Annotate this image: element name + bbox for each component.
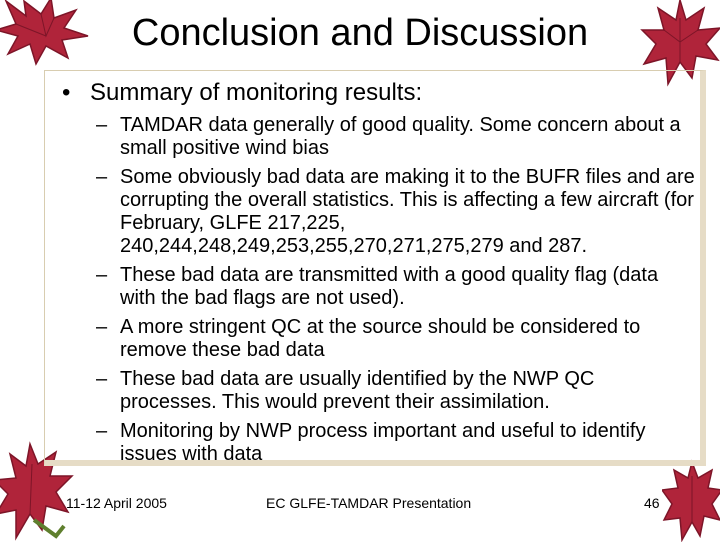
dash-marker: –	[96, 264, 108, 286]
slide-title: Conclusion and Discussion	[131, 12, 589, 54]
bullet-marker: •	[62, 79, 71, 106]
dash-marker: –	[96, 114, 108, 136]
sub-bullet	[96, 114, 696, 160]
sub-bullet-text: These bad data are transmitted with a good quality flag (data with the bad flags are not used).	[120, 264, 659, 309]
sub-bullet	[96, 264, 696, 310]
sub-bullet-text: Monitoring by NWP process important and useful to identify issues with data	[120, 420, 646, 465]
sub-bullet-text: These bad data are usually identified by the NWP QC processes. This would prevent their assimilation.	[120, 368, 595, 413]
footer-center: EC GLFE-TAMDAR Presentation	[266, 495, 472, 511]
sub-bullet	[96, 316, 696, 362]
sub-bullet	[96, 420, 696, 466]
sub-bullet	[96, 368, 696, 414]
sub-bullet-text: A more stringent QC at the source should be considered to remove these bad data	[120, 316, 641, 361]
sub-bullet-text: Some obviously bad data are making it to the BUFR files and are corrupting the overall statistics. This is affecting a few aircraft (for February, GLFE 217,225, 240,244,248,249,253,255,270,271,275,279 and 287.	[120, 166, 695, 257]
sub-bullet	[96, 166, 696, 258]
sub-bullet-text: TAMDAR data generally of good quality. Some concern about a small positive wind bias	[120, 114, 681, 159]
page-number: 46	[644, 495, 660, 511]
sub-bullet-list	[96, 114, 696, 472]
footer-date: 11-12 April 2005	[66, 495, 167, 511]
dash-marker: –	[96, 368, 108, 390]
dash-marker: –	[96, 420, 108, 442]
main-bullet-text: Summary of monitoring results:	[90, 79, 423, 106]
dash-marker: –	[96, 316, 108, 338]
dash-marker: –	[96, 166, 108, 188]
